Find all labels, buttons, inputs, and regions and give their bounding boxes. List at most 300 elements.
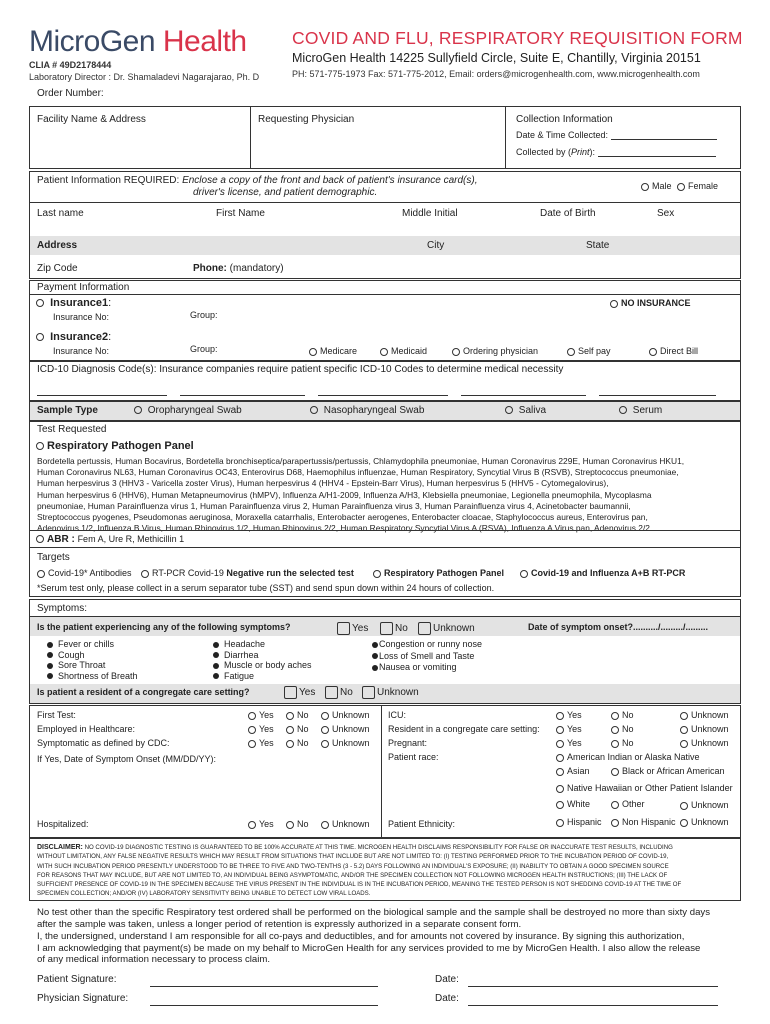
no-label: No [297, 738, 309, 748]
no-label: No [622, 724, 634, 734]
race-option-label: American Indian or Alaska Native [567, 752, 700, 762]
ordering-physician-label: Ordering physician [463, 346, 539, 356]
patient-info-note2: driver's license, and patient demographic. [193, 187, 378, 198]
radio-icon [556, 754, 564, 762]
icd-field-5[interactable] [599, 395, 716, 396]
icd-field-2[interactable] [180, 395, 305, 396]
logo-text-health: Health [162, 25, 247, 58]
female-label: Female [688, 181, 719, 191]
unknown-label: Unknown [332, 710, 370, 720]
yes-label: Yes [567, 724, 582, 734]
icu-unknown[interactable] [680, 710, 729, 720]
physician-signature-line[interactable] [150, 1005, 378, 1006]
radio-icon [505, 406, 513, 414]
radio-icon [248, 712, 256, 720]
race-american-indian[interactable] [556, 752, 700, 762]
symptoms-unknown-label: Unknown [433, 623, 475, 635]
pregnant-label: Pregnant: [388, 738, 428, 748]
targets-title: Targets [37, 552, 70, 563]
collected-by-label: Collected by ( [516, 147, 572, 157]
symptom-label: Diarrhea [224, 649, 259, 660]
unknown-label: Unknown [332, 819, 370, 829]
bullet-icon [213, 673, 219, 679]
rpp-line: Human herpesvirus 3 (HHV3 - Varicella zoster Virus), Human herpesvirus 4 (HHV4 - Epstein-Barr Virus), Human herpesvirus 5 (HHV5 - Cytomegalovirus), [37, 478, 609, 489]
patient-signature-line[interactable] [150, 986, 378, 987]
payment-title: Payment Information [37, 282, 130, 293]
ethnicity-unknown[interactable] [680, 817, 729, 827]
ethnicity-option-label: Unknown [691, 817, 729, 827]
radio-icon [556, 740, 564, 748]
radio-icon [321, 726, 329, 734]
phone-text: Phone: [193, 263, 227, 274]
physician-label: Requesting Physician [258, 114, 355, 125]
patient-date-label: Date: [435, 974, 459, 985]
no-insurance-radio[interactable] [610, 298, 691, 308]
radio-icon [556, 785, 564, 793]
symptom-muscle-aches[interactable] [213, 660, 312, 671]
no-label: No [297, 724, 309, 734]
radio-icon [680, 712, 688, 720]
covid-flu-label: Covid-19 and Influenza A+B RT-PCR [531, 568, 686, 578]
unknown-label: Unknown [691, 710, 729, 720]
disclaimer-label: DISCLAIMER: [37, 844, 83, 851]
first-test-no[interactable] [286, 710, 309, 720]
last-name-label: Last name [37, 208, 84, 219]
race-option-label: Native Hawaiian or Other Patient Islander [567, 783, 733, 793]
self-pay-radio[interactable] [567, 346, 611, 356]
radio-icon [619, 406, 627, 414]
race-asian[interactable] [556, 766, 590, 776]
insurance1-label: Insurance1 [50, 297, 109, 309]
bullet-icon [213, 663, 219, 669]
icd-field-1[interactable] [37, 395, 167, 396]
radio-icon [373, 570, 381, 578]
rpp-description [37, 456, 684, 534]
radio-icon [248, 740, 256, 748]
race-unknown[interactable] [680, 800, 729, 810]
pregnant-unknown[interactable] [680, 738, 729, 748]
patient-info-label [37, 175, 477, 186]
checkbox-icon [325, 686, 338, 699]
disclaimer-line: WITH SUCH INCUBATION PERIOD PRESENTLY UNDERSTOOD TO BE THREE TO FIVE AND TWO-TENTHS (3 - 5.2) DAYS FOLLOWING AN INDIVIDUAL'S EXPOSURE; (II) INABILITY TO OBTAIN A GOOD SPECIMEN SOURCE [37, 862, 669, 870]
symptoms-yes-checkbox[interactable] [337, 622, 368, 635]
hospitalized-yes[interactable] [248, 819, 274, 829]
symptom-headache[interactable] [213, 639, 312, 650]
rpp-line: Adenovirus 1/2, Influenza B Virus, Human Rhinovirus 1/2, Human Rhinovirus 2/2, Human Respiratory Syncytial Virus A (RSVA), Influenza A Virus pan, Adenovirus 2/2 [37, 523, 650, 534]
symptom-diarrhea[interactable] [213, 650, 312, 661]
sex-label: Sex [657, 208, 675, 219]
no-label: No [622, 710, 634, 720]
icu-label: ICU: [388, 710, 406, 720]
radio-icon [37, 570, 45, 578]
male-label: Male [652, 181, 672, 191]
race-other[interactable] [611, 799, 645, 809]
female-radio[interactable] [677, 181, 718, 191]
serum-radio[interactable] [619, 405, 662, 416]
yes-label: Yes [259, 710, 274, 720]
consent-line: of any medical information necessary to process claim. [37, 954, 271, 965]
icu-no[interactable] [611, 710, 634, 720]
symptom-fatigue[interactable] [213, 671, 312, 682]
saliva-label: Saliva [518, 405, 547, 416]
pregnant-yes[interactable] [556, 738, 582, 748]
medicare-radio[interactable] [309, 346, 357, 356]
symptoms-col2 [213, 639, 312, 681]
unknown-label: Unknown [691, 724, 729, 734]
patient-box [29, 171, 741, 279]
lab-director: Laboratory Director : Dr. Shamaladevi Nagarajarao, Ph. D [29, 72, 260, 82]
insurance1-group-label: Group: [190, 310, 218, 320]
race-option-label: Asian [567, 766, 590, 776]
microgen-logo [29, 25, 247, 59]
radio-icon [611, 768, 619, 776]
no-insurance-label: NO INSURANCE [621, 298, 691, 308]
radio-icon [556, 768, 564, 776]
radio-icon [321, 740, 329, 748]
self-pay-label: Self pay [578, 346, 611, 356]
healthcare-no[interactable] [286, 724, 309, 734]
saliva-radio[interactable] [505, 405, 546, 416]
race-native-hawaiian[interactable] [556, 783, 733, 793]
radio-icon [556, 712, 564, 720]
symptoms-no-checkbox[interactable] [380, 622, 408, 635]
race-option-label: White [567, 799, 591, 809]
yes-label: Yes [259, 819, 274, 829]
physician-date-label: Date: [435, 993, 459, 1004]
collected-by-print: Print [571, 147, 590, 157]
race-option-label: Black or African American [622, 766, 725, 776]
test-requested-title: Test Requested [37, 424, 107, 435]
hospitalized-label: Hospitalized: [37, 819, 89, 829]
patient-date-line[interactable] [468, 986, 718, 987]
targets-rpp-label: Respiratory Pathogen Panel [384, 568, 505, 578]
abr-radio[interactable] [36, 534, 184, 545]
disclaimer-line: SUFFICIENT PRESENCE OF COVID-19 IN THE SPECIMEN BECAUSE THE VIRUS PRESENT IN THE INDIVIDUAL IS IN THE INCUBATION PERIOD, MEANING THE TESTED PERSON IS NOT SHEDDING COVID-19 AT THE TIME OF [37, 881, 682, 889]
collected-by-field[interactable] [516, 147, 716, 157]
abr-list: Fem A, Ure R, Methicillin 1 [77, 534, 185, 544]
collection-label: Collection Information [516, 114, 613, 125]
symptomatic-yes[interactable] [248, 738, 274, 748]
disclaimer-line: NO COVID-19 DIAGNOSTIC TESTING IS GUARANTEED TO BE 100% ACCURATE AT THIS TIME. MICROGEN HEALTH DISCLAIMS RESPONSIBILITY FOR FALSE OR INACCURATE TEST RESULTS, INCLUDING [84, 844, 673, 851]
direct-bill-radio[interactable] [649, 346, 698, 356]
symptom-fever[interactable] [47, 639, 138, 650]
symptom-loss-of-smell[interactable] [372, 651, 482, 663]
medicaid-radio[interactable] [380, 346, 427, 356]
symptom-label: Congestion or runny nose [379, 639, 483, 649]
checkbox-icon [337, 622, 350, 635]
rt-pcr-covid-label: RT-PCR Covid-19 [152, 568, 224, 578]
serum-note: *Serum test only, please collect in a serum separator tube (SST) and send spun down within 24 hours of collection. [37, 583, 495, 593]
rt-pcr-covid-radio[interactable] [141, 568, 354, 578]
radio-icon [567, 348, 575, 356]
clia-number: CLIA # 49D2178444 [29, 60, 112, 70]
radio-icon [556, 801, 564, 809]
ethnicity-option-label: Non Hispanic [622, 817, 676, 827]
congregate-yes-label: Yes [299, 687, 316, 699]
bullet-icon [47, 642, 53, 648]
radio-icon [286, 712, 294, 720]
unknown-label: Unknown [332, 724, 370, 734]
ethnicity-non-hispanic[interactable] [611, 817, 676, 827]
radio-icon [141, 570, 149, 578]
symptoms-yes-label: Yes [352, 623, 369, 635]
race-black[interactable] [611, 766, 725, 776]
symptoms-col1 [47, 639, 138, 681]
healthcare-label: Employed in Healthcare: [37, 724, 136, 734]
hospitalized-no[interactable] [286, 819, 309, 829]
rpp-line: Streptococcus pyogenes, Pseudomonas aeruginosa, Moraxella catarrhalis, Enterobacter aerogenes, Enterobacter cloacae, Staphylococcus aureus, Enterovirus pan, [37, 512, 648, 523]
symptom-nausea[interactable] [372, 662, 482, 674]
bullet-icon [47, 673, 53, 679]
physician-signature-label: Physician Signature: [37, 993, 129, 1004]
radio-icon [680, 740, 688, 748]
divider [381, 705, 382, 838]
consent-line: I am acknowledging that payment(s) be made on my behalf to MicroGen Health for any services provided to me by MicroGen Health. I also allow the release [37, 942, 701, 954]
radio-icon [677, 183, 685, 191]
form-title: COVID AND FLU, RESPIRATORY REQUISITION FORM [292, 28, 743, 48]
yes-label: Yes [567, 738, 582, 748]
radio-icon [680, 819, 688, 827]
abr-label: ABR : [47, 534, 75, 545]
radio-icon [321, 821, 329, 829]
symptoms-no-label: No [395, 623, 408, 635]
medicaid-label: Medicaid [391, 346, 428, 356]
disclaimer-text [37, 843, 681, 899]
divider [250, 106, 251, 169]
nasopharyngeal-label: Nasopharyngeal Swab [323, 405, 425, 416]
state-label: State [586, 240, 610, 251]
address-label: Address [37, 240, 78, 251]
radio-icon [556, 726, 564, 734]
resident-yes[interactable] [556, 724, 582, 734]
disclaimer-line: WITHOUT LIMITATION, ANY FALSE NEGATIVE RESULTS WHICH MAY RESULT FROM SITUATIONS THAT INCLUDE BUT ARE NOT LIMITED TO: (I) TESTING PERFORMED PRIOR TO THE INCUBATION PERIOD OF COVID-19, [37, 853, 669, 861]
symptom-onset-field[interactable]: Date of symptom onset?........../........./......... [528, 622, 709, 632]
rpp-line: pneumoniae, Human Parainfluenza virus 1, Human Parainfluenza virus 2, Human Parainfluenza virus 3, Human Parainfluenza virus 4, Acinetobacter baumannii, [37, 500, 631, 511]
symptom-label: Sore Throat [58, 660, 106, 670]
ordering-physician-radio[interactable] [452, 346, 538, 356]
bullet-icon [372, 653, 378, 659]
symptom-label: Fatigue [224, 670, 255, 681]
no-label: No [622, 738, 634, 748]
icd-label: ICD-10 Diagnosis Code(s): Insurance companies require patient specific ICD-10 Codes to determine medical necessity [37, 364, 564, 375]
first-name-label: First Name [216, 208, 265, 219]
symptom-shortness-of-breath[interactable] [47, 671, 138, 682]
disclaimer-line: FOR REASONS THAT MAY INCLUDE, BUT ARE NOT LIMITED TO, AN INDIVIDUAL BEING ASYMPTOMATIC, AND/OR THE SPECIMEN COLLECTION NOT FOLLOWING MICROGEN HEALTH INSTRUCTIONS; (III) THE LACK OF [37, 871, 668, 879]
congregate-no-checkbox[interactable] [325, 686, 353, 699]
radio-icon [610, 300, 618, 308]
first-test-label: First Test: [37, 710, 76, 720]
race-white[interactable] [556, 799, 590, 809]
date-collected-field[interactable] [516, 130, 717, 140]
first-test-yes[interactable] [248, 710, 274, 720]
pregnant-no[interactable] [611, 738, 634, 748]
bullet-icon [213, 652, 219, 658]
unknown-label: Unknown [691, 738, 729, 748]
congregate-unknown-label: Unknown [377, 687, 419, 699]
consent-paragraph-1 [37, 907, 710, 930]
radio-icon [36, 442, 44, 450]
symptom-congestion[interactable] [372, 639, 482, 651]
yes-label: Yes [567, 710, 582, 720]
male-radio[interactable] [641, 181, 672, 191]
symptom-sore-throat[interactable] [47, 660, 138, 671]
hospitalized-unknown[interactable] [321, 819, 370, 829]
checkbox-icon [380, 622, 393, 635]
divider [29, 294, 741, 295]
icd-field-4[interactable] [461, 395, 586, 396]
radio-icon [649, 348, 657, 356]
symptoms-question: Is the patient experiencing any of the following symptoms? [37, 622, 291, 632]
covid-antibodies-label: Covid-19* Antibodies [48, 568, 132, 578]
ethnicity-label: Patient Ethnicity: [388, 819, 456, 829]
radio-icon [611, 819, 619, 827]
race-option-label: Unknown [691, 800, 729, 810]
consent-line: No test other than the specific Respiratory test ordered shall be performed on the biological sample and the sample shall be destroyed no more than sixty days [37, 907, 710, 918]
radio-icon [310, 406, 318, 414]
middle-initial-label: Middle Initial [402, 208, 458, 219]
rt-pcr-note: Negative run the selected test [226, 568, 354, 578]
insurance1-no-label: Insurance No: [53, 312, 110, 322]
checkbox-icon [418, 622, 431, 635]
radio-icon [611, 740, 619, 748]
divider [29, 530, 741, 531]
insurance2-no-label: Insurance No: [53, 346, 110, 356]
yes-label: Yes [259, 724, 274, 734]
divider [29, 202, 741, 203]
radio-icon [556, 819, 564, 827]
checkbox-icon [362, 686, 375, 699]
icd-field-3[interactable] [318, 395, 448, 396]
city-label: City [427, 240, 445, 251]
insurance1-radio[interactable]: Insurance1: [36, 297, 111, 309]
date-collected-label: Date & Time Collected: [516, 130, 609, 140]
icu-yes[interactable] [556, 710, 582, 720]
symptom-label: Headache [224, 639, 266, 649]
congregate-question: Is patient a resident of a congregate care setting? [37, 687, 250, 697]
healthcare-unknown[interactable] [321, 724, 370, 734]
nasopharyngeal-radio[interactable] [310, 405, 424, 416]
symptomatic-unknown[interactable] [321, 738, 370, 748]
logo-text-microgen: MicroGen [29, 25, 156, 58]
symptom-label: Fever or chills [58, 639, 115, 649]
healthcare-yes[interactable] [248, 724, 274, 734]
oropharyngeal-label: Oropharyngeal Swab [147, 405, 242, 416]
insurance2-label: Insurance2 [50, 331, 109, 343]
radio-icon [380, 348, 388, 356]
symptomatic-no[interactable] [286, 738, 309, 748]
symptom-label: Loss of Smell and Taste [379, 650, 475, 661]
radio-icon [321, 712, 329, 720]
symptom-label: Cough [58, 649, 85, 660]
divider [29, 547, 741, 548]
no-label: No [297, 710, 309, 720]
dob-label: Date of Birth [540, 208, 596, 219]
resident-unknown[interactable] [680, 724, 729, 734]
resident-no[interactable] [611, 724, 634, 734]
bullet-icon [372, 642, 378, 648]
address-row-shade [30, 236, 740, 255]
symptom-label: Muscle or body aches [224, 660, 312, 670]
serum-label: Serum [632, 405, 663, 416]
radio-icon [452, 348, 460, 356]
rpp-radio[interactable] [36, 440, 194, 452]
sample-type-label: Sample Type [37, 405, 98, 416]
yes-label: Yes [259, 738, 274, 748]
symptom-label: Nausea or vomiting [379, 662, 457, 672]
rpp-label: Respiratory Pathogen Panel [47, 440, 194, 452]
consent-paragraph-2 [37, 931, 700, 966]
radio-icon [36, 299, 44, 307]
rpp-line: Human herpesvirus 6 (HHV6), Human Metapneumovirus (hMPV), Influenza A/H1-2009, Influenza A/H3, Klebsiella pneumoniae, Legionella pneumophila, Mycoplasma [37, 489, 652, 500]
patient-info-note1: Enclose a copy of the front and back of patient's insurance card(s), [182, 175, 478, 186]
symptoms-title: Symptoms: [37, 603, 88, 614]
race-option-label: Other [622, 799, 645, 809]
direct-bill-label: Direct Bill [660, 346, 699, 356]
disclaimer-line: SPECIMEN COLLECTION; AND/OR (IV) LABORATORY SENSITIVITY BEING UNABLE TO DETECT LOW VIRAL LOADS. [37, 890, 371, 898]
radio-icon [680, 802, 688, 810]
bullet-icon [372, 665, 378, 671]
checkbox-icon [284, 686, 297, 699]
targets-rpp-radio[interactable] [373, 568, 504, 578]
radio-icon [286, 740, 294, 748]
first-test-unknown[interactable] [321, 710, 370, 720]
bullet-icon [47, 663, 53, 669]
covid-antibodies-radio[interactable] [37, 568, 132, 578]
phone-note: (mandatory) [229, 263, 284, 274]
insurance2-group-label: Group: [190, 344, 218, 354]
radio-icon [248, 726, 256, 734]
rpp-line: Bordetella pertussis, Human Bocavirus, Bordetella bronchiseptica/parapertussis/pertussis, Chlamydophila pneumoniae, Human Coronavirus 229E, Human Coronavirus HKU1, [37, 456, 685, 466]
facility-label: Facility Name & Address [37, 114, 146, 125]
physician-date-line[interactable] [468, 1005, 718, 1006]
order-number-label: Order Number: [37, 88, 104, 99]
rpp-line: Human Coronavirus NL63, Human Coronavirus OC43, Enterovirus D68, Haemophilus influenzae, Human Respiratory, Syncytial Virus B (RSVB), Streptococcus pneumoniae, [37, 467, 679, 478]
oropharyngeal-radio[interactable] [134, 405, 242, 416]
race-label: Patient race: [388, 752, 439, 762]
radio-icon [36, 333, 44, 341]
radio-icon [286, 821, 294, 829]
unknown-label: Unknown [332, 738, 370, 748]
phone-label [193, 263, 284, 274]
covid-flu-radio[interactable] [520, 568, 685, 578]
radio-icon [286, 726, 294, 734]
symptom-label: Shortness of Breath [58, 670, 138, 681]
zip-label: Zip Code [37, 263, 78, 274]
congregate-unknown-checkbox[interactable] [362, 686, 419, 699]
ethnicity-hispanic[interactable] [556, 817, 602, 827]
resident-label: Resident in a congregate care setting: [388, 724, 540, 734]
congregate-no-label: No [340, 687, 353, 699]
onset-date-label: If Yes, Date of Symptom Onset (MM/DD/YY): [37, 754, 217, 764]
symptoms-col3 [372, 639, 482, 674]
radio-icon [611, 801, 619, 809]
patient-info-required: Patient Information REQUIRED: [37, 175, 180, 186]
symptom-cough[interactable] [47, 650, 138, 661]
radio-icon [248, 821, 256, 829]
insurance2-radio[interactable]: Insurance2: [36, 331, 111, 343]
lab-contact: PH: 571-775-1973 Fax: 571-775-2012, Email: orders@microgenhealth.com, www.microgenhealth.com [292, 69, 700, 79]
no-label: No [297, 819, 309, 829]
collected-by-end: ): [589, 147, 596, 157]
radio-icon [134, 406, 142, 414]
symptoms-unknown-checkbox[interactable] [418, 622, 475, 635]
consent-line: I, the undersigned, understand I am responsible for all co-pays and deductibles, and for amounts not covered by insurance. By signing this authorization, [37, 931, 685, 942]
radio-icon [611, 726, 619, 734]
congregate-yes-checkbox[interactable] [284, 686, 315, 699]
bullet-icon [213, 642, 219, 648]
radio-icon [641, 183, 649, 191]
divider [505, 106, 506, 169]
